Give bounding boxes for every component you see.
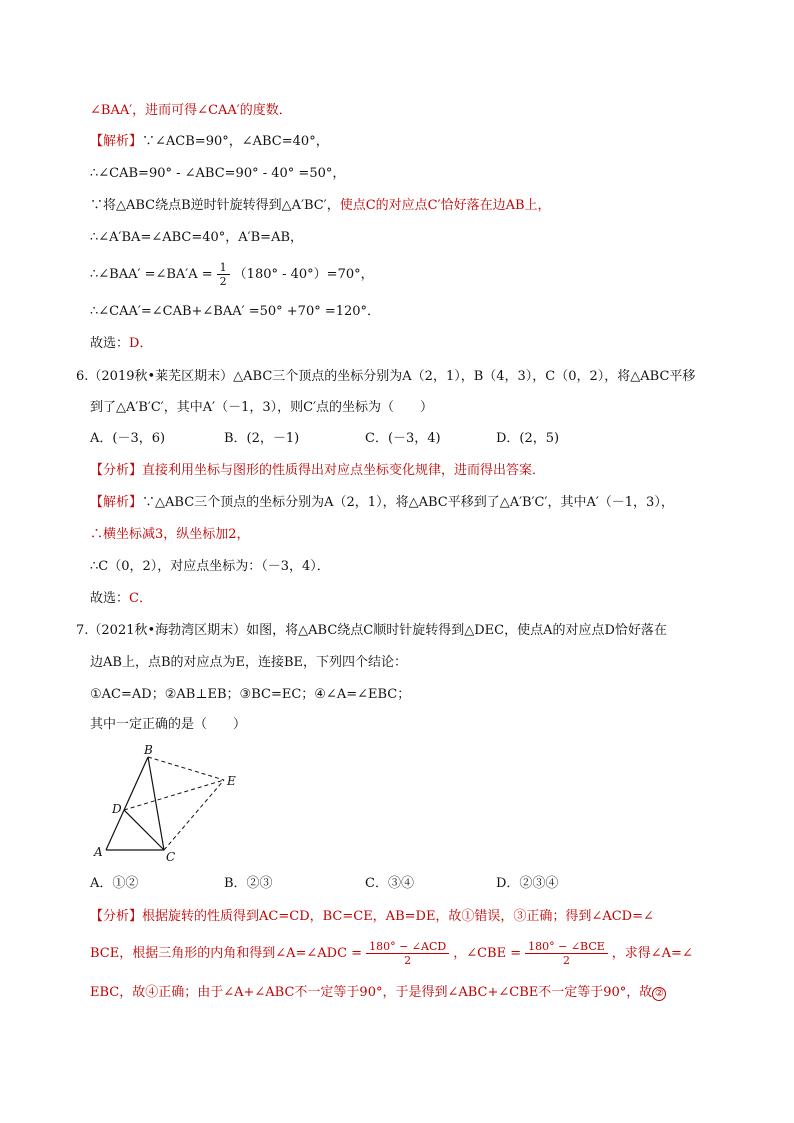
edge-ce-dashed: [164, 780, 224, 850]
edge-de-dashed: [124, 780, 224, 810]
q7-stem-line-1: 7.（2021秋•海勃湾区期末）如图，将△ABC绕点C顺时针旋转得到△DEC，使点A的对应点D恰好落在: [76, 623, 667, 638]
q7-fraction-bce: [525, 940, 608, 967]
q7-analysis-3a: EBC，故④正确；由于∠A+∠ABC不一定等于90°，于是得到∠ABC+∠CBE不一定等于90°，故: [90, 985, 653, 1000]
edge-be-dashed: [148, 757, 224, 780]
q6-solution-line-3: ∴C（0，2），对应点坐标为：（－3，4）．: [90, 559, 330, 574]
half-fraction: [217, 261, 230, 288]
half-fraction-num: 1: [217, 261, 230, 275]
q6-option-a: A．(－3，6): [90, 431, 166, 446]
prev-solution-line-3: [90, 197, 551, 215]
q7-option-c: C．③④: [365, 876, 414, 891]
q7-option-d: D．②③④: [496, 876, 559, 891]
prev-answer-value: D．: [129, 336, 153, 351]
prev-answer: [90, 335, 152, 353]
q6-analysis: [90, 462, 545, 480]
q7-analysis-2a: BCE，根据三角形的内角和得到∠A=∠ADC =: [90, 946, 363, 961]
q6-solution-line-1: [90, 494, 674, 512]
q7-figure: [88, 742, 248, 866]
prev-solution-line-3a: ∵将△ABC绕点B逆时针旋转得到△A′BC′，: [90, 198, 340, 213]
q6-solution-text: ∵△ABC三个顶点的坐标分别为A（2，1），将△ABC平移到了△A′B′C′，其中A′（－1，3），: [142, 495, 674, 510]
q6-analysis-text: 直接利用坐标与图形的性质得出对应点坐标变化规律，进而得出答案．: [142, 463, 546, 478]
q7-stem-line-4: 其中一定正确的是（ ）: [90, 717, 247, 732]
q7-option-a: A．①②: [90, 876, 139, 891]
q6-answer: [90, 590, 152, 608]
q6-option-b: B．(2，－1): [224, 431, 300, 446]
prev-solution-line-5: [90, 261, 374, 288]
prev-analysis-line: ∠BAA′，进而可得∠CAA′的度数．: [90, 103, 292, 118]
prev-solution-line-4: ∴∠A′BA=∠ABC=40°，A′B=AB，: [90, 230, 304, 245]
q6-stem-line-1: 6.（2019秋•莱芜区期末）△ABC三个顶点的坐标分别为A（2，1），B（4，3），C（0，2），将△ABC平移: [76, 369, 696, 384]
prev-solution-line-2: ∴∠CAB=90° - ∠ABC=90° - 40° =50°，: [90, 166, 346, 181]
q7-fraction-acd-den: 2: [404, 954, 412, 967]
prev-answer-label: 故选：: [90, 336, 130, 351]
q7-fraction-bce-num: 180° − ∠BCE: [525, 940, 608, 954]
q7-stem-line-2: 边AB上，点B的对应点为E，连接BE，下列四个结论：: [90, 655, 408, 670]
prev-solution-line-5a: ∴∠BAA′ =∠BA′A =: [90, 267, 213, 282]
solution-tag: 【解析】: [90, 134, 143, 149]
prev-solution-line-6: ∴∠CAA′=∠CAB+∠BAA′ =50° +70° =120°．: [90, 304, 381, 319]
label-b: B: [144, 743, 153, 757]
q6-answer-label: 故选：: [90, 591, 130, 606]
half-fraction-den: 2: [219, 275, 227, 288]
q7-analysis-circle: ②: [652, 987, 666, 1001]
q6-answer-value: C．: [129, 591, 152, 606]
q7-analysis-line-2: [90, 940, 693, 967]
q7-option-b: B．②③: [224, 876, 273, 891]
q7-analysis-text-1: 根据旋转的性质得到AC=CD，BC=CE，AB=DE，故①错误，③正确；得到∠ACD=∠: [142, 909, 654, 924]
q6-option-d: D．(2，5): [496, 431, 560, 446]
q7-analysis-tag: 【分析】: [90, 909, 143, 924]
label-c: C: [166, 850, 176, 864]
solution-text: ∵∠ACB=90°，∠ABC=40°，: [142, 134, 329, 149]
q7-stem-line-3: ①AC=AD；②AB⊥EB；③BC=EC；④∠A=∠EBC；: [90, 687, 411, 702]
q6-solution-tag: 【解析】: [90, 495, 143, 510]
label-d: D: [112, 802, 122, 816]
q7-fraction-bce-den: 2: [562, 954, 570, 967]
prev-solution-line-3b: 使点C的对应点C′恰好落在边AB上，: [339, 198, 551, 213]
prev-solution-line-1: [90, 133, 329, 151]
q6-solution-line-2: ∴横坐标减3，纵坐标加2，: [90, 527, 250, 542]
prev-solution-line-5b: （180° - 40°）=70°，: [233, 267, 374, 282]
q7-fraction-acd-num: 180° − ∠ACD: [366, 940, 449, 954]
q7-analysis-line-1: [90, 908, 654, 926]
label-a: A: [94, 845, 103, 859]
q7-analysis-2c: ，求得∠A=∠: [611, 946, 693, 961]
label-e: E: [227, 774, 236, 788]
q6-stem-line-2: 到了△A′B′C′，其中A′（－1，3），则C′点的坐标为（ ）: [90, 400, 434, 415]
q7-analysis-line-3: [90, 984, 666, 1002]
q6-analysis-tag: 【分析】: [90, 463, 143, 478]
q6-option-c: C．(－3，4): [365, 431, 441, 446]
q7-fraction-acd: [366, 940, 449, 967]
q7-analysis-2b: ，∠CBE =: [453, 946, 522, 961]
